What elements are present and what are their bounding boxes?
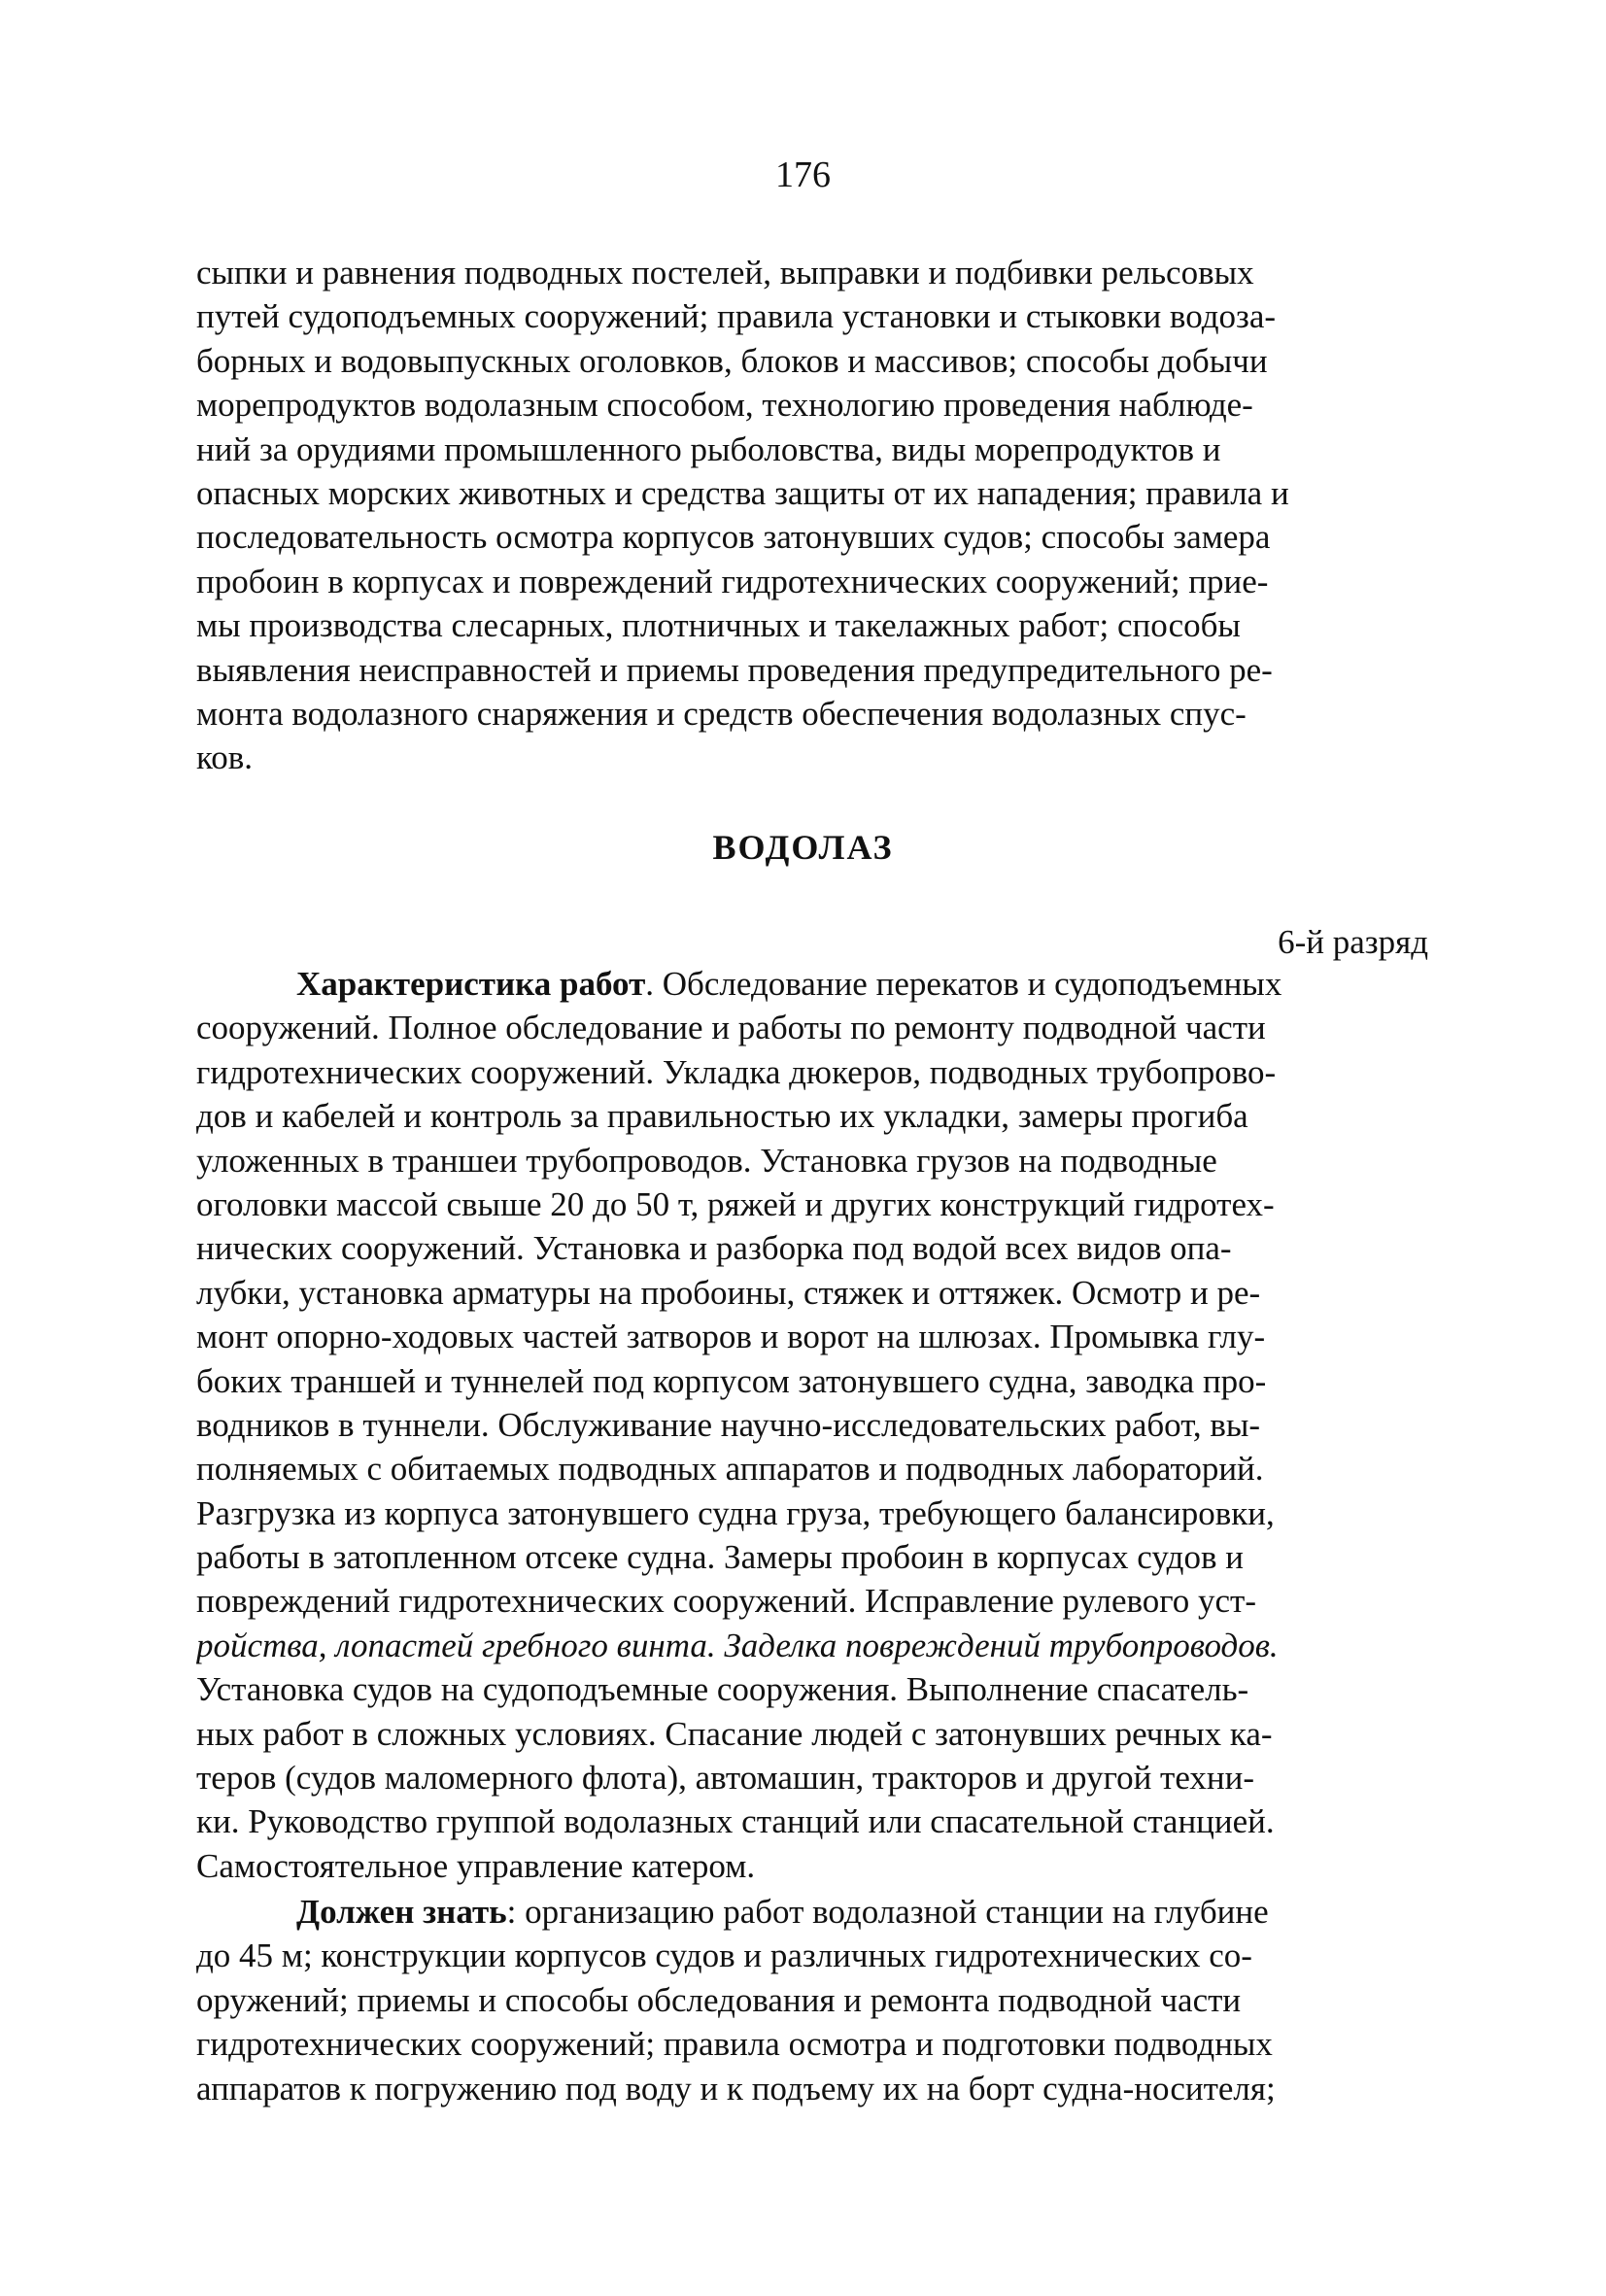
text-line bbox=[196, 1890, 1428, 1934]
text-line: нических сооружений. Установка и разборка под водой всех видов опа- bbox=[196, 1229, 1232, 1268]
text-line: морепродуктов водолазным способом, технологию проведения наблюде- bbox=[196, 386, 1253, 425]
text-line: гидротехнических сооружений. Укладка дюкеров, подводных трубопрово- bbox=[196, 1052, 1277, 1091]
text-line: лубки, установка арматуры на пробоины, стяжек и оттяжек. Осмотр и ре- bbox=[196, 1273, 1261, 1312]
text-line: повреждений гидротехнических сооружений. Исправление рулевого уст- bbox=[196, 1582, 1256, 1621]
text-line: Установка судов на судоподъемные сооружения. Выполнение спасатель- bbox=[196, 1670, 1249, 1709]
text-line: водников в туннели. Обслуживание научно-исследовательских работ, вы- bbox=[196, 1405, 1261, 1444]
section-title: ВОДОЛАЗ bbox=[712, 828, 894, 867]
text-line: ков. bbox=[196, 738, 254, 777]
text-line: опасных морских животных и средства защиты от их нападения; правила и bbox=[196, 473, 1289, 512]
text-line: аппаратов к погружению под воду и к подъему их на борт судна-носителя; bbox=[196, 2069, 1276, 2108]
text-line: сооружений. Полное обследование и работы по ремонту подводной части bbox=[196, 1009, 1266, 1047]
text-line: до 45 м; конструкции корпусов судов и различных гидротехнических со- bbox=[196, 1936, 1252, 1975]
text-line: оголовки массой свыше 20 до 50 т, ряжей и других конструкций гидротех- bbox=[196, 1184, 1275, 1223]
text-line: Разгрузка из корпуса затонувшего судна груза, требующего балансировки, bbox=[196, 1493, 1275, 1532]
knowledge-first-line: : организацию работ водолазной станции на глубине bbox=[506, 1893, 1269, 1931]
characteristics-label: Характеристика работ bbox=[296, 965, 646, 1003]
text-line: последовательность осмотра корпусов затонувших судов; способы замера bbox=[196, 518, 1271, 557]
text-line: путей судоподъемных сооружений; правила установки и стыковки водоза- bbox=[196, 297, 1277, 336]
text-line: ний за орудиями промышленного рыболовства, виды морепродуктов и bbox=[196, 429, 1221, 468]
text-line: дов и кабелей и контроль за правильностью их укладки, замеры прогиба bbox=[196, 1097, 1248, 1136]
text-line: пробоин в корпусах и повреждений гидротехнических сооружений; прие- bbox=[196, 562, 1269, 600]
knowledge-paragraph bbox=[196, 1890, 1428, 2110]
text-line: Самостоятельное управление катером. bbox=[196, 1846, 756, 1885]
text-line: работы в затопленном отсеке судна. Замеры пробоин в корпусах судов и bbox=[196, 1538, 1244, 1577]
text-line: ных работ в сложных условиях. Спасание людей с затонувших речных ка- bbox=[196, 1714, 1273, 1753]
text-line: борных и водовыпускных оголовков, блоков и массивов; способы добычи bbox=[196, 341, 1268, 380]
text-line: оружений; приемы и способы обследования и ремонта подводной части bbox=[196, 1980, 1242, 2019]
text-line: монта водолазного снаряжения и средств обеспечения водолазных спус- bbox=[196, 694, 1247, 733]
text-line: ройства, лопастей гребного винта. Заделка повреждений трубопроводов. bbox=[196, 1626, 1279, 1664]
intro-paragraph bbox=[196, 251, 1428, 780]
text-line: гидротехнических сооружений; правила осмотра и подготовки подводных bbox=[196, 2025, 1273, 2064]
page-number: 176 bbox=[775, 154, 831, 195]
text-line bbox=[196, 962, 1428, 1006]
characteristics-paragraph bbox=[196, 962, 1428, 1888]
characteristics-first-line: . Обследование перекатов и судоподъемных bbox=[645, 965, 1282, 1003]
text-line: полняемых с обитаемых подводных аппаратов и подводных лабораторий. bbox=[196, 1450, 1264, 1489]
grade-label: 6-й разряд bbox=[1278, 923, 1428, 961]
text-line: сыпки и равнения подводных постелей, выправки и подбивки рельсовых bbox=[196, 254, 1254, 291]
text-line: уложенных в траншеи трубопроводов. Установка грузов на подводные bbox=[196, 1141, 1217, 1180]
text-line: ки. Руководство группой водолазных станций или спасательной станцией. bbox=[196, 1802, 1275, 1841]
knowledge-label: Должен знать bbox=[296, 1893, 507, 1931]
text-line: боких траншей и туннелей под корпусом затонувшего судна, заводка про- bbox=[196, 1361, 1267, 1400]
text-line: выявления неисправностей и приемы проведения предупредительного ре- bbox=[196, 650, 1273, 689]
text-line: мы производства слесарных, плотничных и такелажных работ; способы bbox=[196, 606, 1241, 645]
text-line: монт опорно-ходовых частей затворов и ворот на шлюзах. Промывка глу- bbox=[196, 1318, 1266, 1356]
text-line: теров (судов маломерного флота), автомашин, тракторов и другой техни- bbox=[196, 1759, 1255, 1798]
